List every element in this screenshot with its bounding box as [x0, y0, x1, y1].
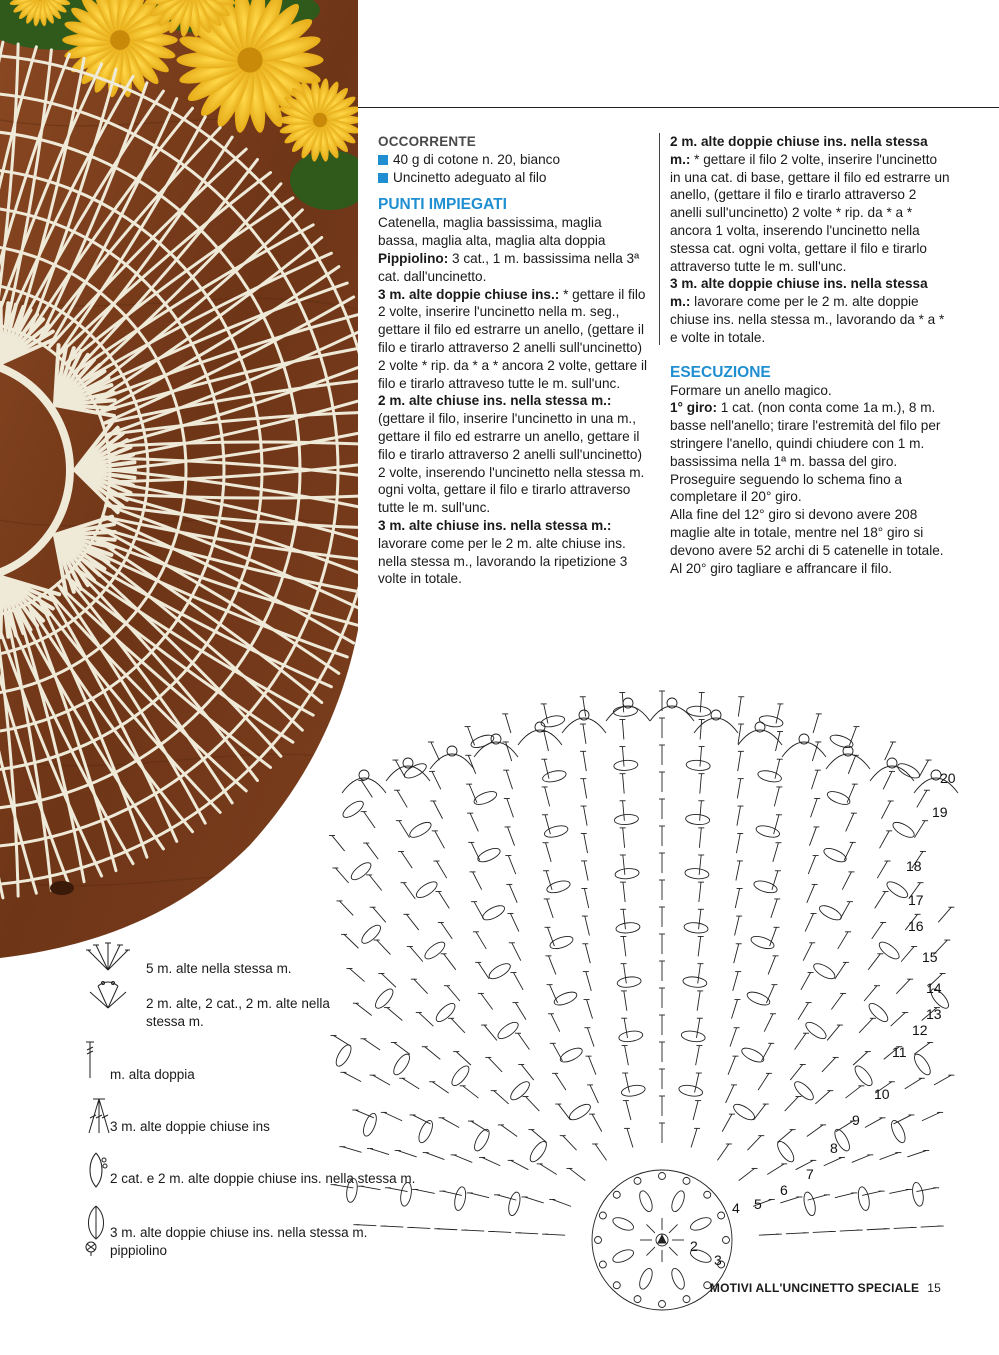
crochet-chart: [322, 655, 962, 1320]
stitch-def: 2 m. alte chiuse ins. nella stessa m.: (gettare il filo, inserire l'uncinetto in una m., gettare il filo ed estrarre un anello, gettare il filo e tirarlo attraverso 2 anelli sull'uncinetto) 2 volte, inserendo l'uncinetto nella stessa m. ogni volta, gettare il filo e tirarlo attraverso tutte le m. sull'unc.: [378, 393, 645, 516]
picot-icon: [84, 1241, 98, 1257]
round-number-label: 9: [852, 1112, 860, 1128]
execution-p3: Proseguire seguendo lo schema fino a completare il 20° giro.: [670, 471, 902, 505]
legend-label: 2 m. alte, 2 cat., 2 m. alte nella stessa m.: [146, 996, 330, 1029]
material-item: Uncinetto adeguato al filo: [378, 169, 653, 187]
stitch-def: 2 m. alte doppie chiuse ins. nella stessa m.: * gettare il filo 2 volte, inserire l'uncinetto in una cat. di base, gettare il filo ed estrarre un anello, (gettare il filo e tirarlo attraverso 2 anelli sull'uncinetto) 2 volte * rip. da * a * ancora 1 volta, inserendo l'uncinetto nella stessa cat. ogni volta, gettare il filo e tirarlo attraverso tutte le m. sull'unc.: [670, 134, 950, 274]
round-number-label: 11: [892, 1044, 907, 1060]
round-number-label: 6: [780, 1182, 788, 1198]
execution-round1: 1° giro: 1 cat. (non conta come 1a m.), 8 m. basse nell'anello; tirare l'estremità del filo per stringere l'anello, quindi chiudere con 1 m. bassissima nella 1ª m. bassa del giro.: [670, 400, 941, 469]
round-number-label: 20: [940, 770, 956, 786]
round-number-label: 16: [908, 918, 924, 934]
legend-label: pippiolino: [110, 1243, 168, 1258]
cluster-3-same-icon: [84, 1203, 108, 1241]
execution-heading: ESECUZIONE: [670, 363, 771, 381]
stitches-intro: Catenella, maglia bassissima, maglia bassa, maglia alta, maglia alta doppia: [378, 215, 606, 249]
round-number-label: 19: [932, 804, 948, 820]
fan-5-icon: [86, 942, 130, 972]
round-number-label: 13: [926, 1006, 942, 1022]
legend-label: m. alta doppia: [110, 1067, 195, 1082]
double-treble-icon: [84, 1040, 96, 1080]
stitches-heading: PUNTI IMPIEGATI: [378, 196, 507, 214]
round-number-label: 4: [732, 1200, 740, 1216]
round-number-label: 3: [714, 1252, 722, 1268]
round-number-label: 5: [754, 1196, 762, 1212]
round-number-label: 8: [830, 1140, 838, 1156]
execution-p4: Alla fine del 12° giro si devono avere 208 maglie alte in totale, mentre nel 18° giro si devono avere 52 archi di 5 catenelle in totale. Al 20° giro tagliare e affrancare il filo.: [670, 507, 944, 576]
round-number-label: 2: [690, 1238, 698, 1254]
header-rule: [358, 107, 999, 108]
page-number: 15: [927, 1281, 941, 1295]
stitch-def: 3 m. alte doppie chiuse ins. nella stessa m.: lavorare come per le 2 m. alte doppie chiuse ins. nella stessa m., lavorando da * a * e volte in totale.: [670, 276, 945, 345]
page-footer: [710, 1281, 941, 1295]
round-number-label: 10: [874, 1086, 890, 1102]
bullet-square-icon: [378, 155, 388, 165]
magazine-title: MOTIVI ALL'UNCINETTO SPECIALE: [709, 1281, 920, 1295]
round-number-label: 17: [908, 892, 924, 908]
text-column-1: [378, 133, 653, 588]
materials-heading: OCCORRENTE: [378, 134, 477, 149]
round-number-label: 15: [922, 949, 938, 965]
round-number-label: 18: [906, 858, 922, 874]
stitch-def: 3 m. alte chiuse ins. nella stessa m.: lavorare come per le 2 m. alte chiuse ins. nella stessa m., lavorando la ripetizione 3 volte in totale.: [378, 517, 628, 587]
bullet-square-icon: [378, 173, 388, 183]
material-item: 40 g di cotone n. 20, bianco: [378, 151, 653, 169]
legend-label: 3 m. alte doppie chiuse ins. nella stessa m.: [110, 1225, 368, 1240]
stitch-def: Pippiolino: 3 cat., 1 m. bassissima nella 3ª cat. dall'uncinetto.: [378, 250, 640, 284]
round-number-label: 14: [926, 980, 942, 996]
stitch-def: 3 m. alte doppie chiuse ins.: * gettare il filo 2 volte, inserire l'uncinetto nella m. seg., gettare il filo ed estrarre un anello, (gettare il filo e tirarlo attraverso 2 anelli sull'uncinetto) 2 volte * rip. da * a * ancora 2 volte, gettare il filo e tirarlo attraveso tutte le m. sull'unc.: [378, 286, 648, 391]
legend-label: 2 cat. e 2 m. alte doppie chiuse ins. nella stessa m.: [110, 1171, 416, 1186]
round-number-label: 7: [806, 1166, 814, 1182]
execution-p1: Formare un anello magico.: [670, 382, 832, 398]
cluster-2-icon: [84, 1150, 108, 1190]
legend-label: 3 m. alte doppie chiuse ins: [110, 1119, 270, 1134]
shell-icon: [86, 980, 130, 1010]
text-column-2: [670, 133, 950, 577]
round-number-label: 12: [912, 1022, 928, 1038]
legend-label: 5 m. alte nella stessa m.: [146, 961, 292, 976]
column-divider: [659, 133, 660, 345]
